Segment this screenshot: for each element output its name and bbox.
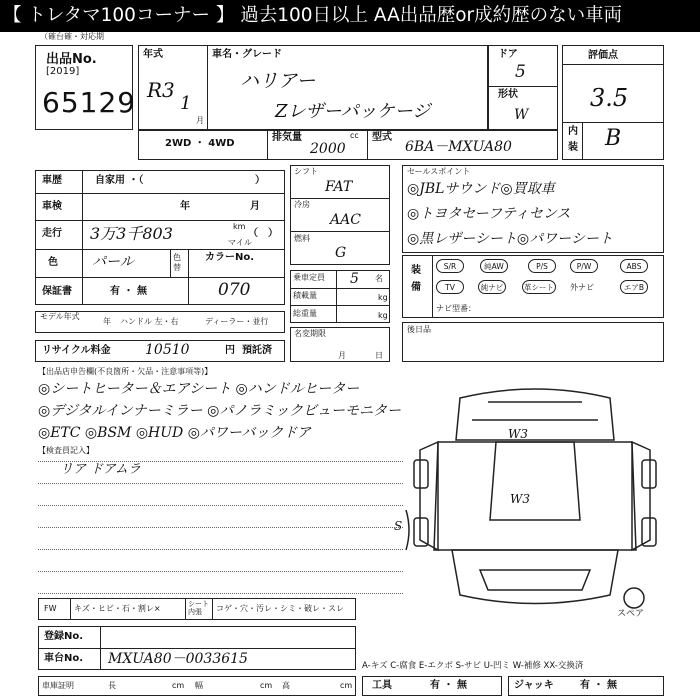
color-label: 色 [48, 257, 58, 268]
displacement-unit: cc [350, 131, 359, 140]
color-change-label: 色替 [173, 253, 181, 272]
garage-length-unit: cm [172, 681, 185, 690]
score-label: 評価点 [588, 50, 618, 61]
name-change-month: 月 [338, 351, 346, 360]
garage-cert-label: 車庫証明 [42, 681, 74, 690]
recycle-label: リサイクル料金 [42, 345, 111, 356]
capacity-label: 乗車定員 [293, 273, 325, 282]
capacity-value: 5 [350, 271, 359, 287]
model-label: 車名・グレード [212, 49, 282, 60]
remarks-line-1: ◎シートヒーター＆エアシート ◎ハンドルヒーター [38, 381, 360, 397]
garage-height-unit: cm [340, 681, 353, 690]
header-note: （確台確・対応期 [40, 32, 104, 41]
after-install-label: 後日品 [407, 325, 431, 334]
fuel-label: 燃料 [294, 234, 310, 243]
diagram-mark-center: W3 [510, 492, 530, 506]
model-year-label: モデル年式 [40, 312, 80, 321]
recycle-value: 10510 [145, 342, 190, 358]
warranty-label: 保証書 [42, 286, 72, 297]
tools-value: 有 ・ 無 [430, 680, 467, 691]
shape-value: W [514, 107, 529, 123]
inspection-label: 車検 [42, 201, 62, 212]
equip-genuine-navi: 純ナビ [478, 280, 506, 294]
weight-label: 総重量 [293, 309, 317, 318]
shape-label: 形状 [498, 89, 518, 100]
tools-label: 工具 [372, 680, 392, 691]
garage-length-label: 長 [108, 681, 116, 690]
doors-label: ドア [498, 49, 518, 60]
equip-leather-seat: 革シート [522, 280, 556, 294]
recycle-note: 預託済 [242, 345, 272, 356]
shift-value: FAT [325, 179, 353, 195]
interior-label-2: 装 [568, 142, 578, 153]
page-banner: 【 トレタマ100コーナー 】 過去100日以上 AA出品歴or成約歴のない車両 [0, 0, 700, 32]
history-label: 車歴 [42, 175, 62, 186]
fuel-value: G [335, 245, 347, 261]
spare-label: スペア [617, 609, 645, 619]
fw-items: キズ・ヒビ・石・割レ× [74, 604, 161, 613]
month-unit: 月 [196, 116, 204, 125]
registration-label: 登録No. [44, 631, 84, 642]
garage-width-label: 幅 [195, 681, 203, 690]
displacement-label: 排気量 [272, 132, 302, 143]
type-label: 型式 [372, 132, 392, 143]
interior-value: B [605, 126, 622, 151]
garage-width-unit: cm [260, 681, 273, 690]
seat-label: シート 内張 [188, 600, 209, 616]
lot-year-stamp: [2019] [46, 66, 80, 77]
mileage-unit-mile: マイル [228, 238, 252, 247]
after-install-box [402, 322, 664, 362]
car-damage-diagram [400, 380, 670, 620]
inspector-note: リア ドアムラ [60, 462, 141, 477]
fw-label: FW [44, 604, 57, 613]
equip-sunroof: S/R [436, 259, 464, 273]
lot-number-label: 出品No. [46, 52, 97, 67]
inspector-label: 【検査員記入】 [38, 446, 94, 455]
load-label: 積載量 [293, 291, 317, 300]
displacement-value: 2000 [310, 141, 346, 157]
navi-model-label: ナビ型番： [436, 304, 476, 313]
color-code: 070 [218, 280, 251, 300]
ac-label: 冷房 [294, 200, 310, 209]
history-close: ） [255, 175, 265, 186]
diagram-mark-side: S [394, 519, 403, 533]
codes-legend: A-キズ C-腐食 E-エクボ S-サビ U-凹ミ W-補修 XX-交換済 [362, 661, 584, 671]
doors-value: 5 [515, 62, 526, 82]
recycle-unit: 円 [225, 345, 235, 356]
mileage-unit-km: km [233, 222, 246, 231]
inspection-year: 年 [180, 201, 190, 212]
equip-power-window: P/W [570, 259, 598, 273]
mileage-value: 3万3千803 [90, 224, 173, 243]
equipment-label-1: 装 [411, 265, 421, 276]
model-name: ハリアー [240, 70, 316, 92]
equip-tv: TV [436, 280, 464, 294]
equip-airbag: エアB [620, 280, 648, 294]
garage-height-label: 高 [282, 681, 290, 690]
selling-point-3: ◎黒レザーシート◎パワーシート [407, 231, 613, 247]
diagram-mark-roof: W3 [508, 427, 528, 441]
remarks-line-3: ◎ETC ◎BSM ◎HUD ◎パワーバックドア [38, 425, 311, 441]
shift-label: シフト [294, 167, 318, 176]
jack-value: 有 ・ 無 [580, 680, 617, 691]
capacity-unit: 名 [375, 274, 383, 283]
year-label: 年式 [143, 49, 163, 60]
name-change-day: 日 [375, 351, 383, 360]
selling-point-1: ◎JBLサウンド◎買取車 [407, 181, 555, 197]
warranty-value: 有 ・ 無 [110, 286, 147, 297]
interior-label-1: 内 [568, 126, 578, 137]
chassis-value: MXUA80－0033615 [108, 651, 248, 667]
chassis-label: 車台No. [44, 653, 84, 664]
model-year-year: 年 [103, 317, 111, 326]
equip-genuine-aw: 純AW [480, 259, 508, 273]
equip-power-steering: P/S [528, 259, 556, 273]
weight-unit: kg [378, 311, 388, 320]
color-code-label: カラーNo. [205, 252, 255, 263]
drive-label: 2WD ・ 4WD [165, 138, 235, 149]
ac-value: AAC [330, 212, 361, 228]
selling-points-label: セールスポイント [407, 167, 471, 176]
score-value: 3.5 [590, 84, 629, 112]
year-month: 1 [180, 93, 192, 114]
jack-label: ジャッキ [514, 680, 554, 691]
history-value: 自家用 ・（ [95, 175, 144, 186]
model-year-dealer: ディーラー・並行 [205, 317, 269, 326]
equipment-label-2: 備 [411, 282, 421, 293]
type-value: 6BA－MXUA80 [405, 139, 512, 155]
remarks-line-2: ◎デジタルインナーミラー ◎パノラミックビューモニター [38, 403, 402, 419]
mileage-label: 走行 [42, 228, 62, 239]
lot-number: 65129 [42, 86, 137, 119]
remarks-label: 【出品店申告欄(不良箇所・欠品・注意事項等)】 [38, 367, 213, 376]
selling-point-2: ◎トヨタセーフティセンス [407, 206, 571, 222]
equip-abs: ABS [620, 259, 648, 273]
year-value: R3 [147, 78, 175, 102]
load-unit: kg [378, 293, 388, 302]
name-change-label: 名変期限 [294, 329, 326, 338]
color-value: パール [92, 254, 134, 270]
mileage-paren: （ ） [248, 228, 278, 239]
model-year-handle: ハンドル 左・右 [120, 317, 179, 326]
seat-items: コゲ・穴・汚レ・シミ・破レ・スレ [216, 604, 344, 613]
model-grade: Zレザーパッケージ [275, 101, 431, 122]
equip-aftermarket-navi: 外ナビ [570, 283, 594, 292]
inspection-month: 月 [250, 201, 260, 212]
